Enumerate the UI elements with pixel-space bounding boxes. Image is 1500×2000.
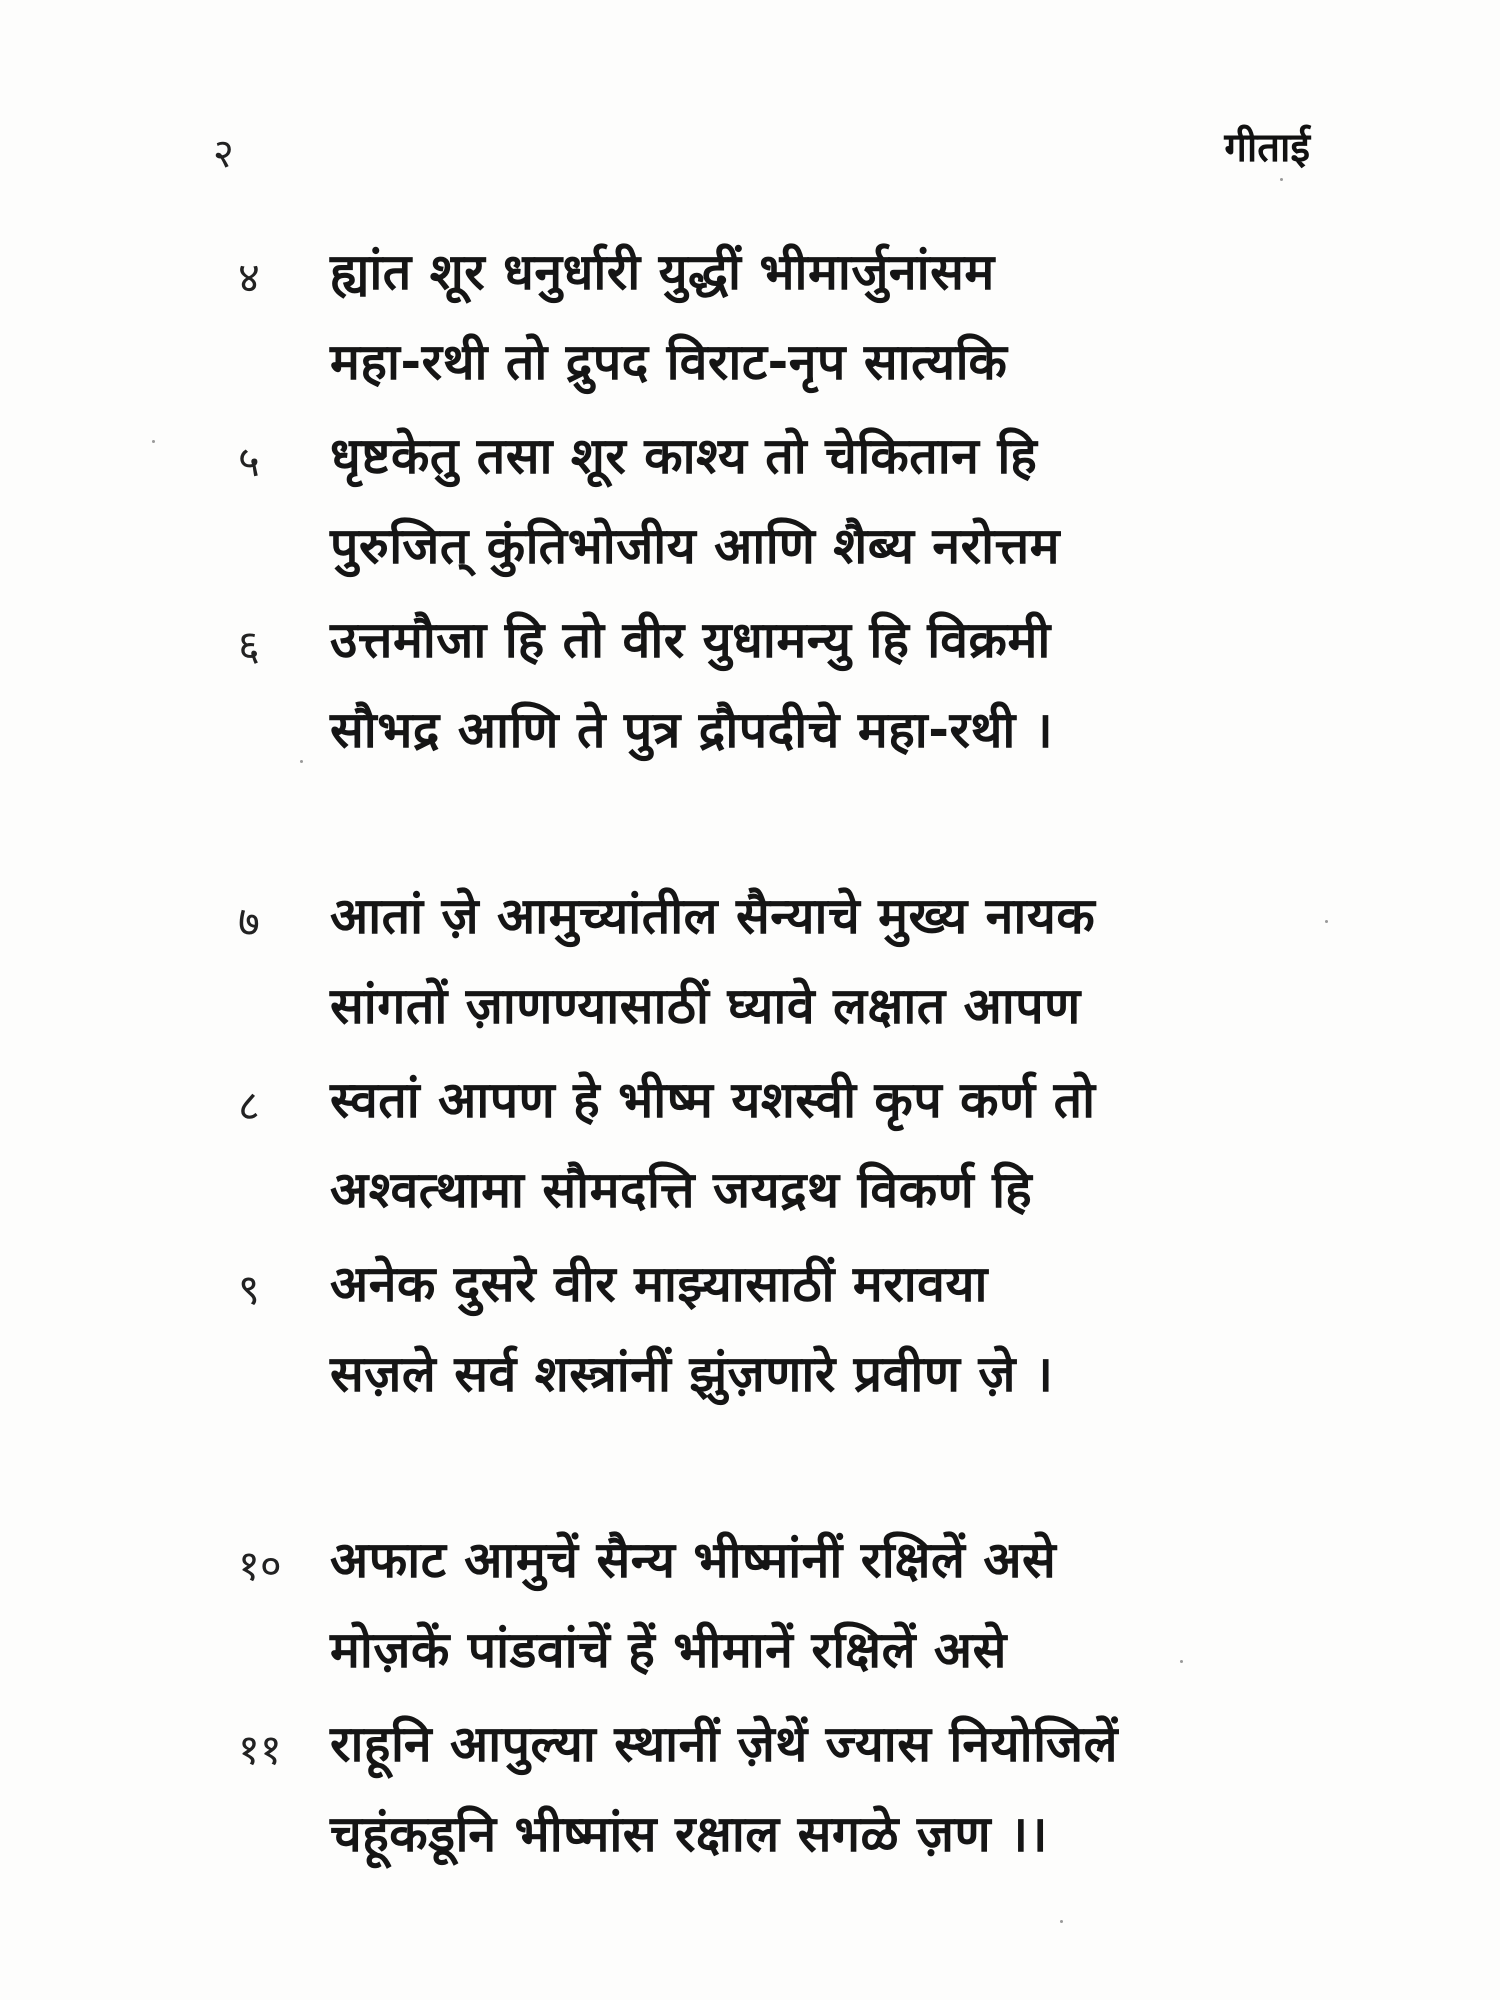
verse-line: राहूनि आपुल्या स्थानीं ज़ेथें ज्यास नियोजिलें (330, 1715, 1119, 1773)
verse-line: पुरुजित् कुंतिभोजीय आणि शैब्य नरोत्तम (330, 517, 1061, 575)
verse-line: उत्तमौजा हि तो वीर युधामन्यु हि विक्रमी (330, 611, 1051, 669)
verse-number: ५ (238, 437, 260, 486)
book-title: गीताई (1224, 125, 1310, 171)
verse-line: धृष्टकेतु तसा शूर काश्य तो चेकितान हि (330, 427, 1038, 485)
verse-number: ११ (238, 1725, 282, 1774)
scan-speck (1325, 920, 1328, 923)
verse-line: स्वतां आपण हे भीष्म यशस्वी कृप कर्ण तो (330, 1071, 1096, 1129)
scan-speck (152, 440, 155, 443)
verse-number: १० (238, 1541, 282, 1590)
verse-line: अफाट आमुचें सैन्य भीष्मांनीं रक्षिलें असे (330, 1531, 1057, 1589)
verse-line: आतां ज़े आमुच्यांतील सैन्याचे मुख्य नायक (330, 887, 1096, 945)
scan-speck (1060, 1920, 1063, 1923)
verse-line: मोज़कें पांडवांचें हें भीमानें रक्षिलें असे (330, 1621, 1007, 1679)
verse-line: अश्वत्थामा सौमदत्ति जयद्रथ विकर्ण हि (330, 1161, 1033, 1219)
verse-line: अनेक दुसरे वीर माझ्यासाठीं मरावया (330, 1255, 988, 1313)
verse-number: ७ (238, 897, 260, 946)
page-number: २ (213, 131, 234, 177)
scan-speck (300, 760, 303, 763)
verse-line: ह्यांत शूर धनुर्धारी युद्धीं भीमार्जुनांसम (330, 243, 995, 301)
verse-line: सांगतों ज़ाणण्यासाठीं घ्यावे लक्षात आपण (330, 977, 1081, 1035)
verse-line: सौभद्र आणि ते पुत्र द्रौपदीचे महा-रथी । (330, 701, 1054, 759)
verse-line: महा-रथी तो द्रुपद विराट-नृप सात्यकि (330, 333, 1008, 391)
verse-number: ९ (238, 1265, 260, 1314)
scan-speck (1180, 1660, 1183, 1663)
verse-number: ४ (238, 253, 260, 302)
verse-line: चहूंकडूनि भीष्मांस रक्षाल सगळे ज़ण ।। (330, 1805, 1048, 1863)
verse-number: ६ (238, 621, 260, 670)
scan-speck (1280, 178, 1283, 181)
verse-number: ८ (238, 1081, 260, 1130)
verse-line: सज़ले सर्व शस्त्रांनीं झुंज़णारे प्रवीण ज़े । (330, 1345, 1054, 1403)
